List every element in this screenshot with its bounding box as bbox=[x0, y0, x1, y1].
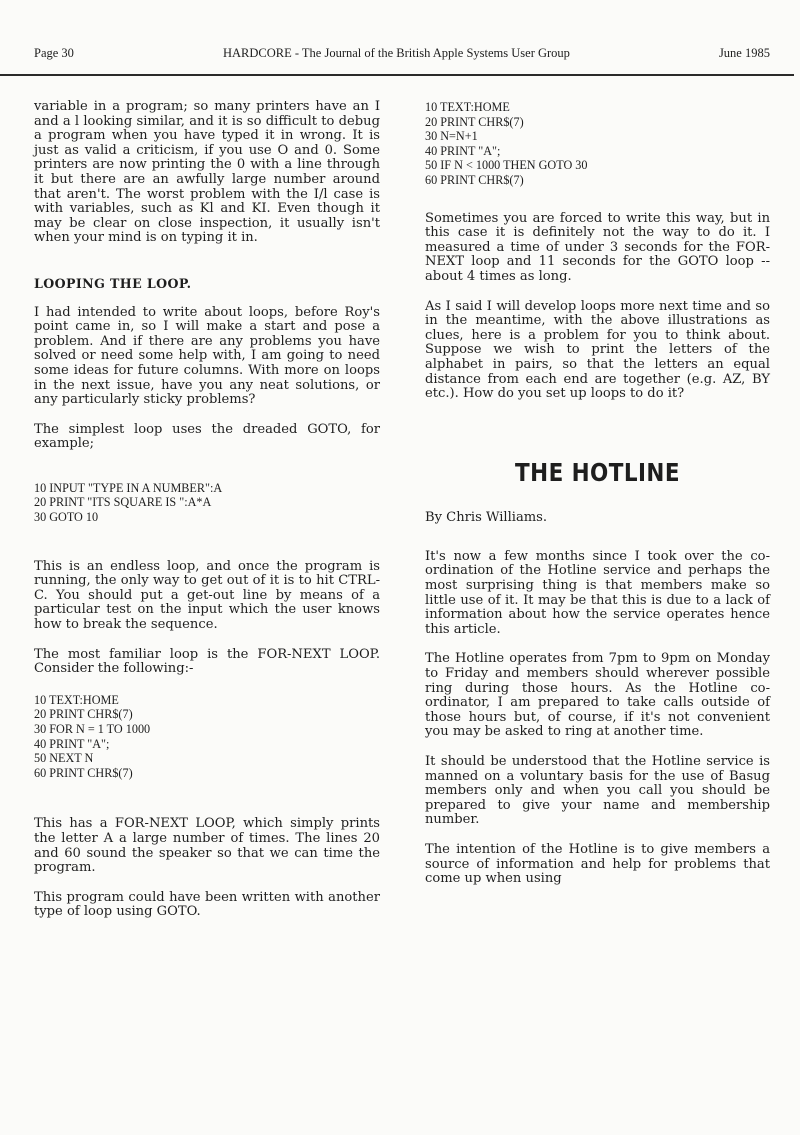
paragraph: I had intended to write about loops, before Roy's point came in, so I will make a start and pose a problem. And if there are any problems you have solved or need some help with, I am going to need some ideas for future columns. With more on loops in the next issue, have you any neat solutions, or any particularly sticky problems? bbox=[34, 304, 380, 408]
code-line: 10 INPUT "TYPE IN A NUMBER":A bbox=[34, 480, 223, 495]
code-line: 50 IF N < 1000 THEN GOTO 30 bbox=[425, 158, 588, 173]
paragraph: The simplest loop uses the dreaded GOTO, for example; bbox=[34, 421, 380, 452]
code-line: 20 PRINT CHR$(7) bbox=[425, 114, 524, 129]
paragraph: variable in a program; so many printers have an I and a l looking similar, and it is so difficult to debug a program when you have typed it in wrong. It is just as valid a criticism, if you use O and 0. Some printers are now printing the 0 with a line through it but there are an awfully large number around that aren't. The worst problem with the I/l case is with variables, such as Kl and KI. Even though it may be clear on close inspection, it usually isn't when your mind is on typing it in. bbox=[34, 99, 380, 246]
article-title-hotline: THE HOTLINE bbox=[515, 457, 680, 487]
code-line: 40 PRINT "A"; bbox=[34, 736, 110, 751]
issue-date: June 1985 bbox=[718, 46, 770, 60]
section-heading-looping: LOOPING THE LOOP. bbox=[34, 275, 192, 291]
page-header bbox=[34, 46, 770, 61]
code-line: 20 PRINT "ITS SQUARE IS ":A*A bbox=[34, 495, 212, 510]
paragraph: As I said I will develop loops more next time and so in the meantime, with the above illustrations as clues, here is a problem for you to think about. Suppose we wish to print the letters of the alphabet in pairs, so that the letters an equal distance from each end are together (e.g. AZ, BY etc.). How do you set up loops to do it? bbox=[425, 298, 770, 402]
paragraph: The most familiar loop is the FOR-NEXT LOOP. Consider the following:- bbox=[34, 646, 380, 677]
paragraph: Sometimes you are forced to write this way, but in this case it is definitely not the way to do it. I measured a time of under 3 seconds for the FOR-NEXT loop and 11 seconds for the GOTO loop -- about 4 times as long. bbox=[425, 210, 770, 284]
code-line: 60 PRINT CHR$(7) bbox=[34, 765, 133, 780]
paragraph: This has a FOR-NEXT LOOP, which simply prints the letter A a large number of times. The lines 20 and 60 sound the speaker so that we can time the program. bbox=[34, 816, 380, 876]
paragraph: This program could have been written with another type of loop using GOTO. bbox=[34, 889, 380, 920]
paragraph: It's now a few months since I took over the co-ordination of the Hotline service and perhaps the most surprising thing is that members make so little use of it. It may be that this is due to a lack of information about how the service operates hence this article. bbox=[425, 548, 770, 637]
code-line: 30 FOR N = 1 TO 1000 bbox=[34, 722, 151, 736]
header-divider bbox=[0, 74, 794, 76]
code-listing-for-next bbox=[34, 693, 380, 781]
code-line: 50 NEXT N bbox=[34, 751, 94, 766]
left-column bbox=[34, 100, 380, 935]
code-line: 40 PRINT "A"; bbox=[425, 143, 501, 158]
code-line: 30 N=N+1 bbox=[425, 129, 478, 144]
paragraph: The intention of the Hotline is to give members a source of information and help for problems that come up when using bbox=[425, 841, 770, 887]
paragraph: It should be understood that the Hotline service is manned on a voluntary basis for the use of Basug members only and when you call you should be prepared to give your name and membership number. bbox=[425, 754, 770, 828]
page-number: Page 30 bbox=[34, 46, 74, 60]
right-column bbox=[425, 100, 770, 902]
journal-title: HARDCORE - The Journal of the British Apple Systems User Group bbox=[222, 46, 570, 60]
code-line: 10 TEXT:HOME bbox=[34, 692, 119, 707]
code-listing-goto-loop bbox=[34, 481, 380, 525]
author-byline: By Chris Williams. bbox=[425, 510, 548, 526]
code-line: 30 GOTO 10 bbox=[34, 510, 99, 525]
code-line: 10 TEXT:HOME bbox=[425, 100, 510, 114]
code-line: 20 PRINT CHR$(7) bbox=[34, 707, 133, 722]
paragraph: This is an endless loop, and once the program is running, the only way to get out of it is to hit CTRL-C. You should put a get-out line by means of a particular test on the input which the user knows how to break the sequence. bbox=[34, 558, 380, 633]
code-line: 60 PRINT CHR$(7) bbox=[425, 172, 524, 187]
code-listing-goto-version bbox=[425, 100, 770, 188]
paragraph: The Hotline operates from 7pm to 9pm on Monday to Friday and members should wherever possible ring during those hours. As the Hotline co-ordinator, I am prepared to take calls outside of those hours but, of course, if it's not convenient you may be asked to ring at another time. bbox=[425, 651, 770, 740]
